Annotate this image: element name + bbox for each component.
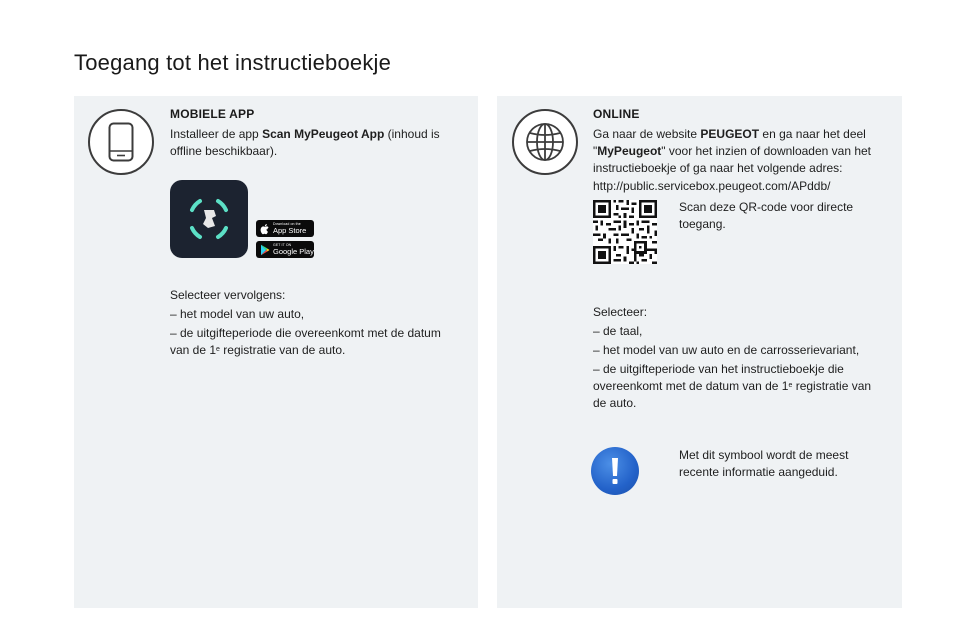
- online-step-model: – het model van uw auto en de carrosserievariant,: [593, 343, 860, 357]
- online-heading: ONLINE: [593, 107, 640, 121]
- mobile-app-step-model: – het model van uw auto,: [170, 307, 305, 321]
- online-intro: Ga naar de website PEUGEOT en ga naar het deel "MyPeugeot" voor het inzien of downloaden van het instructieboekje of ga naar het volgende adres:: [593, 127, 872, 175]
- online-panel: [497, 96, 902, 608]
- mobile-app-panel: [74, 96, 478, 608]
- exclamation-icon: [591, 447, 639, 495]
- mobile-app-intro: Installeer de app Scan MyPeugeot App (inhoud is offline beschikbaar).: [170, 127, 440, 158]
- app-store-small-label: Download on the: [273, 222, 301, 226]
- mobile-app-select-intro: Selecteer vervolgens:: [170, 288, 286, 302]
- notice-text: Met dit symbool wordt de meest recente informatie aangeduid.: [679, 448, 849, 479]
- mobile-app-step-period: – de uitgifteperiode die overeenkomt met de datum van de 1e registratie van de auto.: [170, 326, 441, 357]
- scan-mypeugeot-app-icon[interactable]: [170, 180, 248, 258]
- online-step-period: – de uitgifteperiode van het instructieboekje die overeenkomt met de datum van de 1e registratie van de auto.: [593, 362, 872, 410]
- globe-icon: [512, 109, 578, 175]
- smartphone-icon: [88, 109, 154, 175]
- online-url[interactable]: http://public.servicebox.peugeot.com/APddb/: [593, 179, 831, 193]
- google-play-icon: [260, 244, 270, 256]
- online-step-language: – de taal,: [593, 324, 643, 338]
- qr-caption: Scan deze QR-code voor directe toegang.: [679, 200, 854, 231]
- app-store-label: App Store: [273, 225, 307, 235]
- mobile-app-heading: MOBIELE APP: [170, 107, 255, 121]
- qr-code[interactable]: [593, 200, 657, 264]
- google-play-small-label: GET IT ON: [273, 243, 292, 247]
- app-store-badge[interactable]: [256, 220, 314, 237]
- page-title: Toegang tot het instructieboekje: [74, 50, 392, 75]
- apple-icon: [260, 223, 270, 235]
- google-play-badge[interactable]: [256, 241, 314, 258]
- google-play-label: Google Play: [273, 246, 314, 256]
- online-select-intro: Selecteer:: [593, 305, 648, 319]
